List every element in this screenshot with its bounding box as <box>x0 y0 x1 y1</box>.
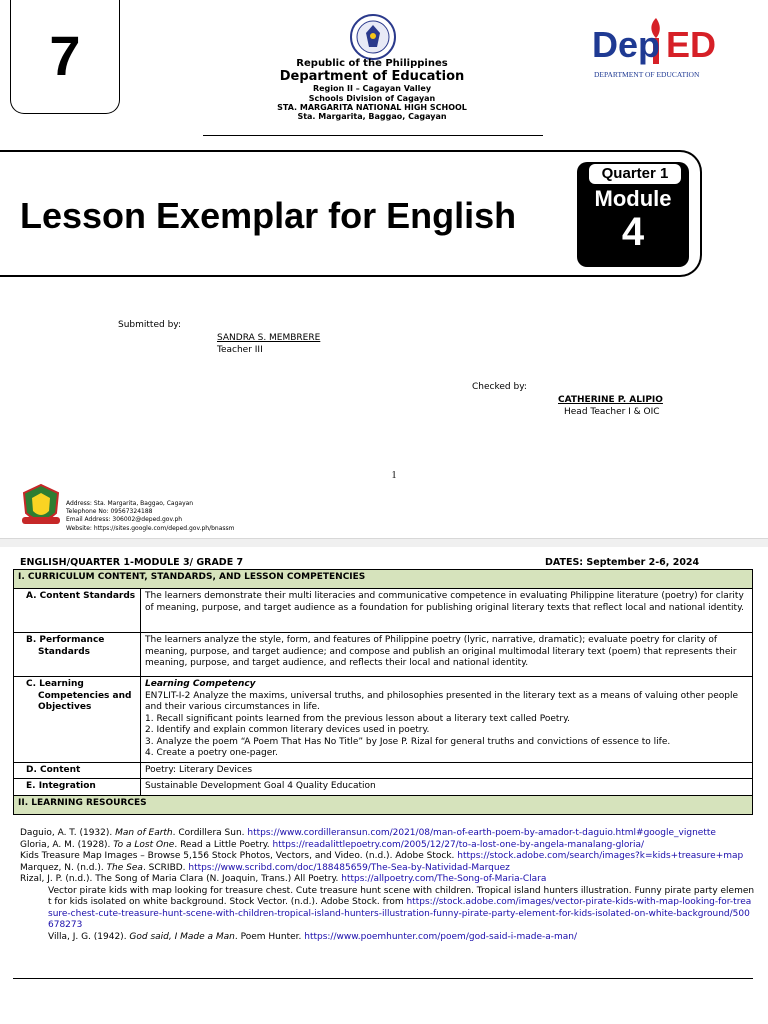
lesson-dates: DATES: September 2-6, 2024 <box>545 557 700 568</box>
deped-text-dep: Dep <box>592 24 661 65</box>
lesson-title: Lesson Exemplar for English <box>20 195 517 236</box>
school-name: STA. MARGARITA NATIONAL HIGH SCHOOL <box>277 102 467 112</box>
quarter-label: Quarter 1 <box>589 164 681 184</box>
competency-code-text: EN7LIT-I-2 Analyze the maxims, universal truths, and philosophies presented in the literary text as a means of valuing other people and their various circumstances in life. <box>145 690 739 712</box>
submitter-name: SANDRA S. MEMBRERE <box>217 333 321 343</box>
list-item: Daguio, A. T. (1932). Man of Earth. Cordillera Sun. https://www.cordilleransun.com/2021/08/man-of-earth-poem-by-amador-t-daguio.html#google_vignette <box>20 828 716 838</box>
header-divider <box>203 135 543 136</box>
submitter-role: Teacher III <box>217 345 263 355</box>
row-label-competencies: C. Learning Competencies and Objectives <box>14 677 141 763</box>
section-heading-curriculum: I. CURRICULUM CONTENT, STANDARDS, AND LESSON COMPETENCIES <box>14 570 753 589</box>
footer-website: Website: https://sites.google.com/deped.gov.ph/bnassm <box>66 524 235 532</box>
republic-text: Republic of the Philippines <box>296 58 448 69</box>
table-row <box>14 589 753 633</box>
module-label: Module <box>594 186 672 211</box>
checker-name: CATHERINE P. ALIPIO <box>558 395 663 405</box>
objective-item: 3. Analyze the poem “A Poem That Has No Title” by Jose P. Rizal for general truths and convictions of essence to life. <box>145 736 671 747</box>
table-row <box>14 677 753 763</box>
row-text-integration: Sustainable Development Goal 4 Quality Education <box>141 779 753 796</box>
list-item: Gloria, A. M. (1928). To a Lost One. Read a Little Poetry. https://readalittlepoetry.com/2005/12/27/to-a-lost-one-by-angela-manalang-gloria/ <box>20 839 645 850</box>
list-item: Rizal, J. P. (n.d.). The Song of Maria Clara (N. Joaquin, Trans.) All Poetry. https://allpoetry.com/The-Song-of-Maria-Clara <box>20 874 547 884</box>
department-text: Department of Education <box>279 68 465 84</box>
table-row <box>14 570 753 589</box>
page-separator <box>0 538 768 547</box>
row-text-content: Poetry: Literary Devices <box>141 762 753 779</box>
row-label-content: D. Content <box>14 762 141 779</box>
resource-link[interactable]: https://www.scribd.com/doc/188485659/The-Sea-by-Natividad-Marquez <box>188 862 510 873</box>
module-identifier: ENGLISH/QUARTER 1-MODULE 3/ GRADE 7 <box>20 557 244 568</box>
deped-subtitle: DEPARTMENT OF EDUCATION <box>594 70 700 79</box>
resource-link[interactable]: https://www.cordilleransun.com/2021/08/man-of-earth-poem-by-amador-t-daguio.html#google_vignette <box>247 828 716 838</box>
table-row <box>14 779 753 796</box>
list-item: Villa, J. G. (1942). God said, I Made a Man. Poem Hunter. https://www.poemhunter.com/poem/god-said-i-made-a-man/ <box>48 931 578 942</box>
objective-item: 4. Create a poetry one-pager. <box>145 748 278 758</box>
row-label-performance-standards: B. Performance Standards <box>14 633 141 677</box>
list-item: Kids Treasure Map Images – Browse 5,156 Stock Photos, Vectors, and Video. (n.d.). Adobe Stock. https://stock.adobe.com/search/images?k=kids+treasure+map <box>20 851 744 861</box>
row-text-content-standards: The learners demonstrate their multi literacies and communicative competence in evaluating Philippine literature (poetry) for clarity of meaning, purpose, and target audience as a foundation for publishing original literary texts that reflect local and national identity. <box>141 589 753 633</box>
row-label-integration: E. Integration <box>14 779 141 796</box>
footer-email: Email Address: 306002@deped.gov.ph <box>66 516 183 524</box>
school-header <box>200 58 544 121</box>
resource-link[interactable]: https://www.poemhunter.com/poem/god-said-i-made-a-man/ <box>304 931 578 942</box>
footer-telephone: Telephone No: 09567324188 <box>66 508 153 516</box>
competency-heading: Learning Competency <box>145 679 256 689</box>
resource-link[interactable]: https://stock.adobe.com/search/images?k=kids+treasure+map <box>457 851 744 861</box>
grade-badge <box>10 0 120 114</box>
row-text-performance-standards: The learners analyze the style, form, and features of Philippine poetry (lyric, narrative, dramatic); evaluate poetry for clarity of meaning, purpose, and target audience; and compose and publish an original multimodal literary text (poem) that represents their meaning, purpose, and target audience, and reflects their local and national identity. <box>141 633 753 677</box>
school-contact <box>66 500 235 533</box>
region-text: Region II – Cagayan Valley <box>312 84 432 94</box>
section-heading-resources: II. LEARNING RESOURCES <box>14 795 753 814</box>
row-text-competencies <box>141 677 753 763</box>
school-address: Sta. Margarita, Baggao, Cagayan <box>297 112 447 121</box>
deped-seal-icon <box>350 14 396 60</box>
school-seal-icon <box>20 483 62 529</box>
objective-item: 1. Recall significant points learned from the previous lesson about a literary text called Poetry. <box>145 713 571 724</box>
deped-text-ed: ED <box>666 24 717 65</box>
resource-link[interactable]: https://stock.adobe.com/images/vector-pirate-kids-with-map-looking-for-treasure-chest-cute-treasure-hunt-scene-with-children-tropical-island-hunters-illustration-funny-pirate-party-element-for-kids-isolated-on-white-background/500678273 <box>48 897 752 930</box>
checker-role: Head Teacher I & OIC <box>564 407 660 417</box>
deped-logo <box>590 12 730 82</box>
table-row <box>14 633 753 677</box>
curriculum-table <box>13 569 753 815</box>
row-label-content-standards: A. Content Standards <box>14 589 141 633</box>
page-number: 1 <box>391 470 397 481</box>
table-row <box>14 762 753 779</box>
resource-link[interactable]: https://allpoetry.com/The-Song-of-Maria-Clara <box>341 874 547 884</box>
resource-list <box>20 828 755 943</box>
checked-by-label: Checked by: <box>472 382 527 392</box>
footer-address: Address: Sta. Margarita, Baggao, Cagayan <box>66 500 194 507</box>
table-row <box>14 795 753 814</box>
objective-item: 2. Identify and explain common literary devices used in poetry. <box>145 725 430 735</box>
submitted-by-label: Submitted by: <box>118 320 181 330</box>
list-item: Vector pirate kids with map looking for treasure chest. Cute treasure hunt scene with children. Tropical island hunters illustration. Funny pirate party element for kids isolated on white background. Stock Vector. (n.d.). Adobe Stock. from https://stock.adobe.com/images/vector-pirate-kids-with-map-looking-for-treasure-chest-cute-treasure-hunt-scene-with-children-tropical-island-hunters-illustration-funny-pirate-party-element-for-kids-isolated-on-white-background/500678273 <box>48 885 755 930</box>
bottom-divider <box>13 978 753 979</box>
grade-number: 7 <box>49 24 81 87</box>
list-item: Marquez, N. (n.d.). The Sea. SCRIBD. https://www.scribd.com/doc/188485659/The-Sea-by-Natividad-Marquez <box>20 862 510 873</box>
division-text: Schools Division of Cagayan <box>308 93 436 103</box>
resource-link[interactable]: https://readalittlepoetry.com/2005/12/27/to-a-lost-one-by-angela-manalang-gloria/ <box>272 839 645 850</box>
module-number: 4 <box>621 210 645 254</box>
